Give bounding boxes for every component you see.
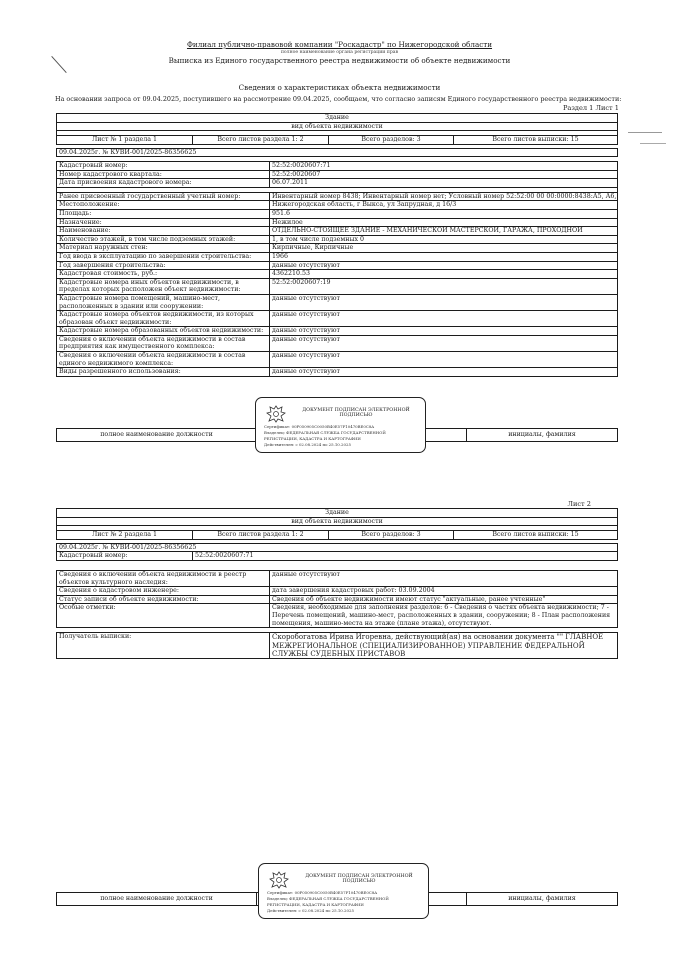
position-caption: полное наименование должности <box>57 893 257 906</box>
sheets-in-section: Всего листов раздела 1: 2 <box>193 531 329 540</box>
table-row <box>57 227 618 236</box>
table-row <box>57 278 618 294</box>
org-caption: полное наименование органа регистрации прав <box>280 50 399 55</box>
intro-text: На основании запроса от 09.04.2025, поступившего на рассмотрение 09.04.2025, сообщаем, что согласно записям Единого государственного реестра недвижимости: <box>55 95 622 103</box>
row-label: Местоположение: <box>57 201 270 210</box>
row-value: Нижегородская область, г Выкса, ул Запрудная, д 16/3 <box>270 201 618 210</box>
table-row <box>57 270 618 279</box>
row-value: дата завершения кадастровых работ: 03.09.2004 <box>270 587 618 596</box>
stamp-owner-2: РЕГИСТРАЦИИ, КАДАСТРА И КАРТОГРАФИИ <box>267 902 364 907</box>
row-value: данные отсутствуют <box>270 368 618 377</box>
table-row <box>57 368 618 377</box>
sheet1-label: Раздел 1 Лист 1 <box>562 104 619 112</box>
row-label: Материал наружных стен: <box>57 244 270 253</box>
object-type-caption: вид объекта недвижимости <box>57 122 618 131</box>
row-label: Ранее присвоенный государственный учетный номер: <box>57 192 270 201</box>
table-row <box>57 244 618 253</box>
row-value: данные отсутствуют <box>270 294 618 310</box>
row-value: 52:52:0020607 <box>270 170 618 179</box>
table-row <box>57 218 618 227</box>
row-label: Сведения о включении объекта недвижимости в состав предприятия как имущественного комплекса: <box>57 335 270 351</box>
row-value: Нежилое <box>270 218 618 227</box>
table-row <box>57 192 618 201</box>
row-label: Сведения о включении объекта недвижимости в реестр объектов культурного наследия: <box>57 571 270 587</box>
row-label: Получатель выписки: <box>57 633 270 659</box>
table-row <box>57 170 618 179</box>
table-row <box>57 335 618 351</box>
table-row <box>57 633 618 659</box>
row-label: Кадастровые номера объектов недвижимости, из которых образован объект недвижимости: <box>57 311 270 327</box>
table-row <box>57 587 618 596</box>
emblem-icon <box>265 404 287 424</box>
row-label: Кадастровые номера помещений, машино-мест, расположенных в здании или сооружении: <box>57 294 270 310</box>
row-value: данные отсутствуют <box>270 335 618 351</box>
scan-mark <box>628 132 662 133</box>
row-value: данные отсутствуют <box>270 352 618 368</box>
row-label: Кадастровый номер: <box>57 162 270 171</box>
row-label: Виды разрешенного использования: <box>57 368 270 377</box>
e-signature-stamp <box>255 397 426 453</box>
table-row <box>57 352 618 368</box>
row-label: Наименование: <box>57 227 270 236</box>
row-value: данные отсутствуют <box>270 261 618 270</box>
sheet2-label: Лист 2 <box>567 500 591 508</box>
stamp-validity: Действителен: с 02.08.2024 по 25.10.2025 <box>264 442 351 447</box>
row-value: Инвентарный номер 8438; Инвентарный номер нет; Условный номер 52:52:00 00 00:0000:8438:А5, А6, <box>270 192 618 201</box>
table-row <box>57 327 618 336</box>
row-label: Год ввода в эксплуатацию по завершении строительства: <box>57 252 270 261</box>
stamp-certificate: Сертификат: 00F050905C0050B40E57F10470BE0C8A <box>264 424 375 429</box>
row-label: Назначение: <box>57 218 270 227</box>
stamp-certificate: Сертификат: 00F050905C0050B40E57F10470BE0C8A <box>267 890 378 895</box>
row-label: Сведения о включении объекта недвижимости в состав единого недвижимого комплекса: <box>57 352 270 368</box>
table-row <box>57 252 618 261</box>
section-title: Сведения о характеристиках объекта недвижимости <box>238 83 441 92</box>
sheets-total: Всего листов выписки: 15 <box>454 136 618 145</box>
table-row <box>57 604 618 628</box>
row-value: 1, в том числе подземных 0 <box>270 235 618 244</box>
extract-title: Выписка из Единого государственного реестра недвижимости об объекте недвижимости <box>168 56 511 65</box>
table-row <box>57 162 618 171</box>
row-label: Год завершения строительства: <box>57 261 270 270</box>
org-name: Филиал публично-правовой компании "Роскадастр" по Нижегородской области <box>186 40 493 49</box>
object-type-caption: вид объекта недвижимости <box>57 517 618 526</box>
position-caption: полное наименование должности <box>57 429 257 442</box>
row-label: Количество этажей, в том числе подземных этажей: <box>57 235 270 244</box>
sections-total: Всего разделов: 3 <box>329 136 454 145</box>
sections-total: Всего разделов: 3 <box>329 531 454 540</box>
row-value: Кирпичные, Кирпичные <box>270 244 618 253</box>
cadastral-value: 52:52:0020607:71 <box>193 552 618 561</box>
stamp-validity: Действителен: с 02.08.2024 по 25.10.2025 <box>267 908 354 913</box>
row-label: Особые отметки: <box>57 604 270 628</box>
row-label: Номер кадастрового квартала: <box>57 170 270 179</box>
row-value: 52:52:0020607:71 <box>270 162 618 171</box>
stamp-owner: Владелец: ФЕДЕРАЛЬНАЯ СЛУЖБА ГОСУДАРСТВЕННОЙ <box>267 896 389 901</box>
sheets-in-section: Всего листов раздела 1: 2 <box>193 136 329 145</box>
sheet2-header-table <box>56 508 618 561</box>
row-value: 52:52:0020607:19 <box>270 278 618 294</box>
row-label: Статус записи об объекте недвижимости: <box>57 595 270 604</box>
sheet-number: Лист № 1 раздела 1 <box>57 136 193 145</box>
row-value: Сведения, необходимые для заполнения разделов: 6 - Сведения о частях объекта недвижимости; 7 - Перечень помещений, машино-мест, расположенных в здании, сооружении; 8 - План расположения помещения, машино-места на этаже (плане этажа), отсутствуют. <box>270 604 618 628</box>
object-type: Здание <box>57 114 618 123</box>
row-value: 951.6 <box>270 209 618 218</box>
row-value: 06.07.2011 <box>270 179 618 188</box>
row-label: Площадь: <box>57 209 270 218</box>
row-value: данные отсутствуют <box>270 571 618 587</box>
table-row <box>57 235 618 244</box>
sheet1-data-table <box>56 161 618 377</box>
row-value: 4362210.53 <box>270 270 618 279</box>
row-value: Сведения об объекте недвижимости имеют статус "актуальные, ранее учтенные" <box>270 595 618 604</box>
row-label: Кадастровые номера образованных объектов недвижимости: <box>57 327 270 336</box>
row-label: Кадастровая стоимость, руб.: <box>57 270 270 279</box>
initials-caption: инициалы, фамилия <box>467 893 618 906</box>
scan-mark <box>640 143 666 144</box>
table-row <box>57 261 618 270</box>
doc-number: 09.04.2025г. № КУВИ-001/2025-86356625 <box>57 543 618 552</box>
table-row <box>57 294 618 310</box>
sheet-number: Лист № 2 раздела 1 <box>57 531 193 540</box>
row-label: Кадастровые номера иных объектов недвижимости, в пределах которых расположен объект недвижимости: <box>57 278 270 294</box>
stamp-owner-2: РЕГИСТРАЦИИ, КАДАСТРА И КАРТОГРАФИИ <box>264 436 361 441</box>
row-value: ОТДЕЛЬНО-СТОЯЩЕЕ ЗДАНИЕ - МЕХАНИЧЕСКОЙ МАСТЕРСКОЙ, ГАРАЖА, ПРОХОДНОЙ <box>270 227 618 236</box>
table-row <box>57 311 618 327</box>
row-value: 1966 <box>270 252 618 261</box>
doc-number: 09.04.2025г. № КУВИ-001/2025-86356625 <box>57 148 618 157</box>
e-signature-stamp <box>258 863 429 919</box>
row-value: данные отсутствуют <box>270 311 618 327</box>
stamp-title: ДОКУМЕНТ ПОДПИСАН ЭЛЕКТРОННОЙ ПОДПИСЬЮ <box>302 408 410 418</box>
row-label: Дата присвоения кадастрового номера: <box>57 179 270 188</box>
row-value: данные отсутствуют <box>270 327 618 336</box>
sheet2-data-table <box>56 570 618 659</box>
stamp-title: ДОКУМЕНТ ПОДПИСАН ЭЛЕКТРОННОЙ ПОДПИСЬЮ <box>305 874 413 884</box>
sheets-total: Всего листов выписки: 15 <box>454 531 618 540</box>
table-row <box>57 209 618 218</box>
emblem-icon <box>268 870 290 890</box>
row-value: Скоробогатова Ирина Игоревна, действующий(ая) на основании документа "" ГЛАВНОЕ МЕЖРЕГИОНАЛЬНОЕ (СПЕЦИАЛИЗИРОВАННОЕ) УПРАВЛЕНИЕ ФЕДЕРАЛЬНОЙ СЛУЖБЫ СУДЕБНЫХ ПРИСТАВОВ <box>270 633 618 659</box>
object-type: Здание <box>57 509 618 518</box>
table-row <box>57 571 618 587</box>
sheet1-header-table <box>56 113 618 157</box>
cadastral-label: Кадастровый номер: <box>57 552 193 561</box>
table-row <box>57 179 618 188</box>
initials-caption: инициалы, фамилия <box>467 429 618 442</box>
row-label: Сведения о кадастровом инженере: <box>57 587 270 596</box>
table-row <box>57 201 618 210</box>
table-row <box>57 595 618 604</box>
stamp-owner: Владелец: ФЕДЕРАЛЬНАЯ СЛУЖБА ГОСУДАРСТВЕННОЙ <box>264 430 386 435</box>
